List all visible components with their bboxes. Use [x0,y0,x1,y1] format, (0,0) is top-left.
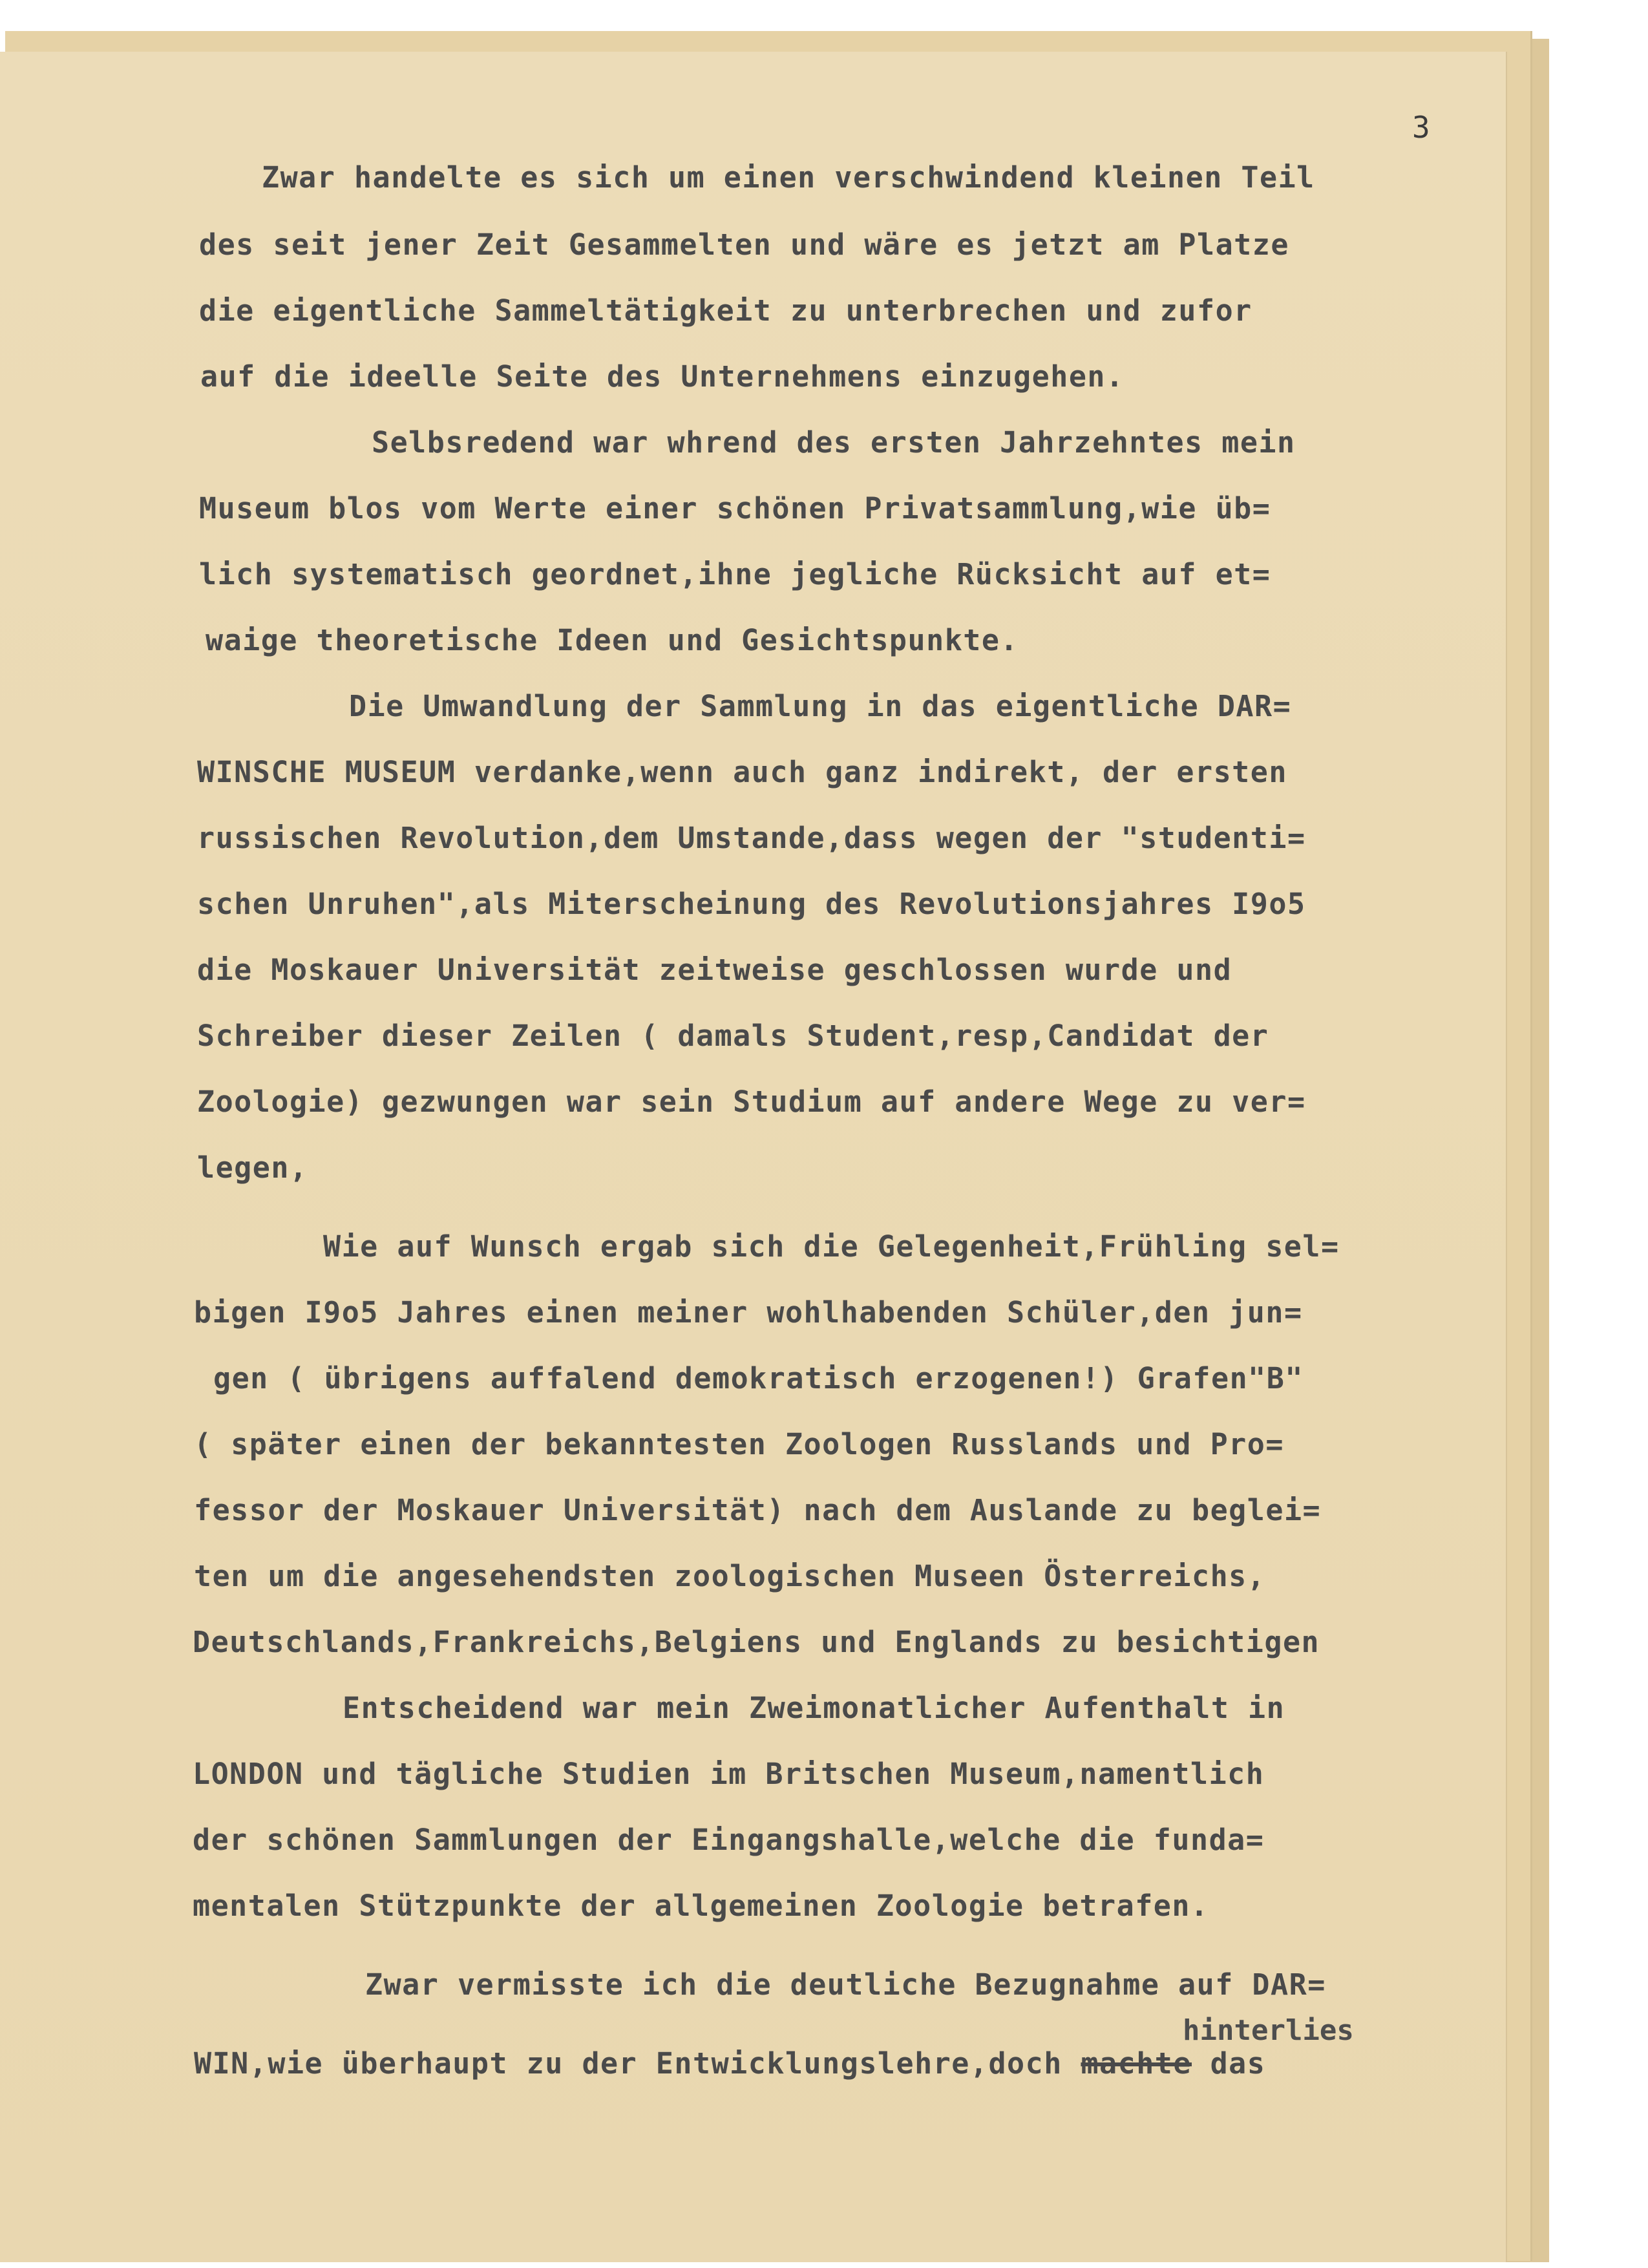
text-line: Zwar handelte es sich um einen verschwindend kleinen Teil [262,160,1315,195]
text-line: WINSCHE MUSEUM verdanke,wenn auch ganz indirekt, der ersten [197,755,1287,789]
text-line: Entscheidend war mein Zweimonatlicher Aufenthalt in [343,1691,1285,1725]
text-line: ( später einen der bekanntesten Zoologen Russlands und Pro= [194,1427,1284,1461]
text-line: waige theoretische Ideen und Gesichtspunkte. [206,623,1019,657]
text-line: Wie auf Wunsch ergab sich die Gelegenheit,Frühling sel= [323,1229,1340,1264]
last-line-start: WIN,wie überhaupt zu der Entwicklungslehre,doch [194,2046,1062,2081]
struck-out-word: machte [1081,2046,1192,2081]
text-line: fessor der Moskauer Universität) nach dem Auslande zu beglei= [194,1493,1322,1527]
text-line: auf die ideelle Seite des Unternehmens einzugehen. [200,359,1125,394]
text-line: die Moskauer Universität zeitweise geschlossen wurde und [197,953,1232,987]
text-line: ten um die angesehendsten zoologischen Museen Österreichs, [194,1559,1266,1593]
text-line: legen, [197,1150,308,1185]
text-line: Zwar vermisste ich die deutliche Bezugnahme auf DAR= [365,1967,1326,2002]
text-line: Deutschlands,Frankreichs,Belgiens und Englands zu besichtigen [193,1625,1320,1659]
text-line: Museum blos vom Werte einer schönen Privatsammlung,wie üb= [199,491,1271,525]
text-line: Zoologie) gezwungen war sein Studium auf andere Wege zu ver= [197,1085,1306,1119]
text-line: mentalen Stützpunkte der allgemeinen Zoologie betrafen. [193,1889,1209,1923]
text-line: Selbsredend war whrend des ersten Jahrzehntes mein [372,425,1296,460]
last-line-end: das [1210,2046,1266,2081]
text-line: die eigentliche Sammeltätigkeit zu unterbrechen und zufor [199,293,1252,328]
text-line: lich systematisch geordnet,ihne jegliche Rücksicht auf et= [199,557,1271,591]
text-line: schen Unruhen",als Miterscheinung des Revolutionsjahres I9o5 [197,887,1306,921]
text-line: Schreiber dieser Zeilen ( damals Student,resp,Candidat der [197,1019,1269,1053]
text-line: des seit jener Zeit Gesammelten und wäre es jetzt am Platze [199,228,1289,262]
typewritten-page [0,52,1506,2262]
text-line: Die Umwandlung der Sammlung in das eigentliche DAR= [349,689,1292,723]
text-line: bigen I9o5 Jahres einen meiner wohlhabenden Schüler,den jun= [194,1295,1303,1330]
text-line: LONDON und tägliche Studien im Britschen Museum,namentlich [193,1757,1265,1791]
handwritten-insertion: hinterlies [1183,2014,1354,2047]
text-line: der schönen Sammlungen der Eingangshalle,welche die funda= [193,1823,1265,1857]
text-line: gen ( übrigens auffalend demokratisch erzogenen!) Grafen"B" [213,1361,1304,1395]
page-number: 3 [1412,110,1430,145]
last-text-line [194,2046,1266,2081]
text-line: russischen Revolution,dem Umstande,dass wegen der "studenti= [197,821,1306,855]
